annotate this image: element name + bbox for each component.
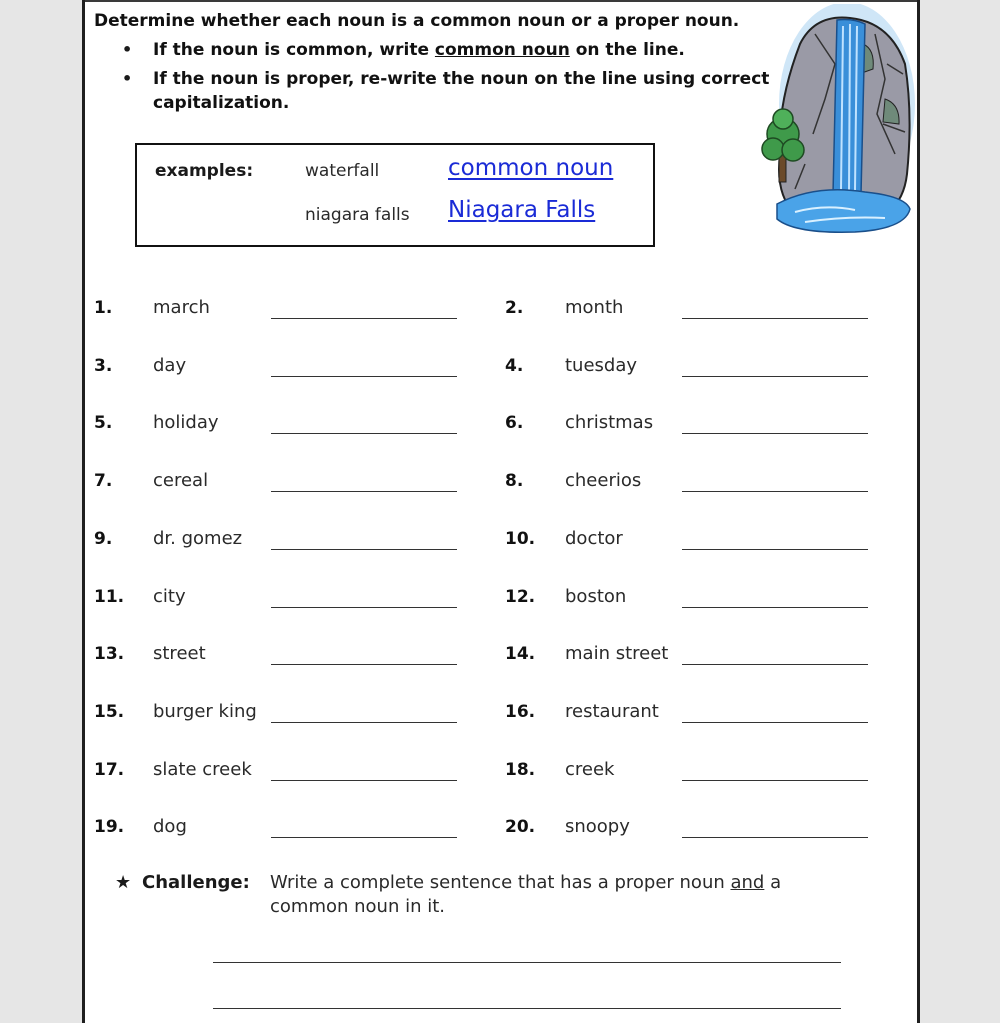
answer-line[interactable]: [682, 780, 868, 781]
question-word: boston: [565, 586, 627, 607]
question-word: restaurant: [565, 701, 659, 722]
question-number: 18.: [505, 760, 536, 780]
question-number: 12.: [505, 587, 536, 607]
question-number: 16.: [505, 702, 536, 722]
question-word: dr. gomez: [153, 528, 243, 549]
bullet-1-before: If the noun is common, write: [153, 40, 435, 60]
question-word: main street: [565, 643, 669, 664]
question-word: month: [565, 297, 624, 318]
question-word: slate creek: [153, 759, 252, 780]
question-word: christmas: [565, 412, 654, 433]
question-number: 1.: [94, 298, 113, 318]
worksheet-page: [82, 0, 920, 1023]
question-word: city: [153, 586, 186, 607]
bullet-1-underlined: common noun: [434, 40, 570, 60]
answer-line[interactable]: [271, 376, 457, 377]
top-border: [85, 0, 917, 2]
bullet-1-after: on the line.: [569, 40, 685, 60]
challenge-text: [270, 871, 830, 919]
answer-line[interactable]: [271, 607, 457, 608]
question-word: burger king: [153, 701, 257, 722]
question-number: 13.: [94, 644, 125, 664]
question-word: snoopy: [565, 816, 630, 837]
question-word: creek: [565, 759, 615, 780]
question-number: 4.: [505, 356, 524, 376]
question-word: holiday: [153, 412, 219, 433]
question-word: dog: [153, 816, 187, 837]
bullet-2-dot: •: [122, 69, 133, 88]
example-answer-1: common noun: [448, 155, 614, 181]
example-word-2: niagara falls: [305, 205, 410, 225]
answer-line[interactable]: [682, 664, 868, 665]
answer-line[interactable]: [271, 780, 457, 781]
question-number: 8.: [505, 471, 524, 491]
question-word: march: [153, 297, 210, 318]
waterfall-icon: [755, 4, 915, 236]
answer-line[interactable]: [271, 318, 457, 319]
question-number: 5.: [94, 413, 113, 433]
question-number: 14.: [505, 644, 536, 664]
answer-line[interactable]: [682, 837, 868, 838]
challenge-text-underlined: and: [730, 872, 765, 893]
challenge-text-before: Write a complete sentence that has a proper noun: [270, 872, 731, 893]
challenge-answer-line-1[interactable]: [213, 962, 841, 963]
answer-line[interactable]: [271, 837, 457, 838]
answer-line[interactable]: [682, 549, 868, 550]
answer-line[interactable]: [682, 491, 868, 492]
instruction-bullet-2-line-1: If the noun is proper, re-write the noun on the line using correct: [153, 69, 770, 89]
challenge-label: Challenge:: [142, 872, 250, 893]
examples-box: [135, 143, 655, 247]
question-word: street: [153, 643, 206, 664]
answer-line[interactable]: [271, 664, 457, 665]
question-number: 9.: [94, 529, 113, 549]
instructions-heading: Determine whether each noun is a common noun or a proper noun.: [94, 11, 740, 31]
examples-label: examples:: [155, 161, 254, 181]
bullet-1-dot: •: [122, 40, 133, 59]
question-number: 11.: [94, 587, 125, 607]
instruction-bullet-1: [153, 40, 685, 60]
answer-line[interactable]: [682, 607, 868, 608]
question-word: cheerios: [565, 470, 642, 491]
answer-line[interactable]: [271, 722, 457, 723]
answer-line[interactable]: [682, 433, 868, 434]
star-icon: ★: [115, 872, 132, 893]
question-number: 20.: [505, 817, 536, 837]
question-word: tuesday: [565, 355, 638, 376]
question-word: doctor: [565, 528, 623, 549]
question-word: cereal: [153, 470, 209, 491]
question-number: 3.: [94, 356, 113, 376]
example-answer-2: Niagara Falls: [448, 197, 596, 223]
question-word: day: [153, 355, 187, 376]
answer-line[interactable]: [682, 318, 868, 319]
answer-line[interactable]: [271, 433, 457, 434]
challenge-answer-line-2[interactable]: [213, 1008, 841, 1009]
instruction-bullet-2-line-2: capitalization.: [153, 93, 290, 113]
answer-line[interactable]: [271, 549, 457, 550]
question-number: 2.: [505, 298, 524, 318]
question-number: 7.: [94, 471, 113, 491]
answer-line[interactable]: [682, 376, 868, 377]
question-number: 17.: [94, 760, 125, 780]
answer-line[interactable]: [271, 491, 457, 492]
example-word-1: waterfall: [305, 161, 380, 181]
question-number: 19.: [94, 817, 125, 837]
answer-line[interactable]: [682, 722, 868, 723]
question-number: 10.: [505, 529, 536, 549]
question-number: 6.: [505, 413, 524, 433]
challenge-text-after: a common noun in it.: [270, 872, 782, 917]
question-number: 15.: [94, 702, 125, 722]
